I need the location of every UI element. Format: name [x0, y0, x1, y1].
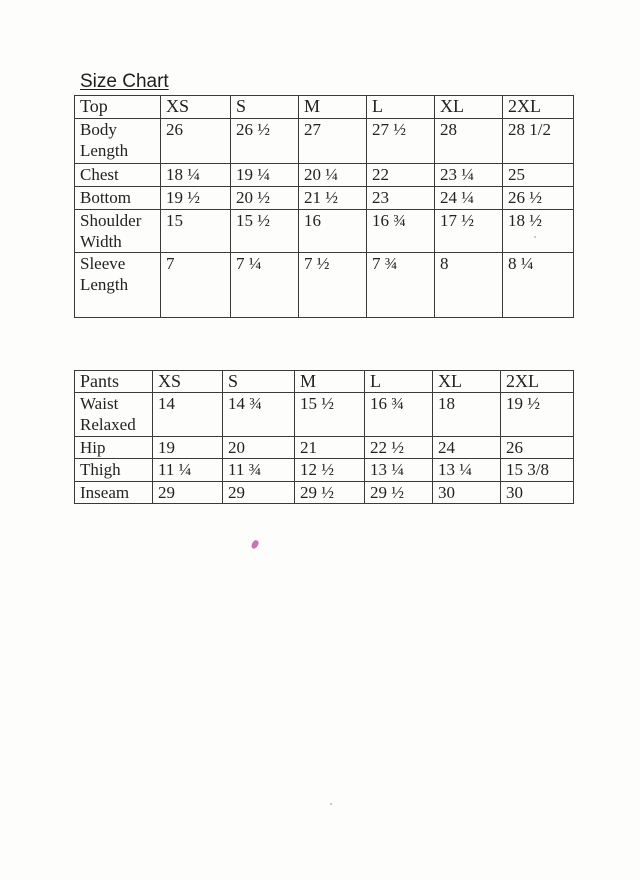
- row-label: [75, 437, 153, 459]
- top-header-cell: XS: [161, 96, 231, 119]
- top-size-table: [74, 95, 574, 318]
- table-cell: 16 ¾: [367, 210, 435, 253]
- top-row-bottom: [75, 187, 574, 210]
- table-cell: 29 ½: [295, 482, 365, 504]
- table-cell: 18 ½: [503, 210, 574, 253]
- ink-smudge: [250, 539, 259, 550]
- table-cell: 19 ½: [161, 187, 231, 210]
- table-cell: 28 1/2: [503, 119, 574, 164]
- pants-header-cell: XL: [433, 371, 501, 393]
- table-cell: 15: [161, 210, 231, 253]
- table-cell: 15 3/8: [501, 459, 574, 482]
- table-cell: 12 ½: [295, 459, 365, 482]
- table-cell: 26: [161, 119, 231, 164]
- row-label-line: Thigh: [80, 460, 121, 479]
- top-header-cell: S: [231, 96, 299, 119]
- top-header-row: [75, 96, 574, 119]
- table-cell: 7: [161, 253, 231, 318]
- row-label-line: Length: [80, 275, 129, 294]
- table-cell: 29: [153, 482, 223, 504]
- row-label: [75, 482, 153, 504]
- table-cell: 20: [223, 437, 295, 459]
- top-row-sleeve-length: [75, 253, 574, 318]
- pants-row-waist-relaxed: [75, 393, 574, 437]
- pants-row-inseam: [75, 482, 574, 504]
- table-cell: 13 ¼: [365, 459, 433, 482]
- row-label-line: Shoulder: [80, 211, 142, 230]
- table-cell: 18: [433, 393, 501, 437]
- pants-size-table: [74, 370, 574, 504]
- top-row-body-length: [75, 119, 574, 164]
- table-cell: 16 ¾: [365, 393, 433, 437]
- table-cell: 13 ¼: [433, 459, 501, 482]
- table-cell: 26 ½: [231, 119, 299, 164]
- table-cell: 19: [153, 437, 223, 459]
- table-cell: 11 ¾: [223, 459, 295, 482]
- table-cell: 24: [433, 437, 501, 459]
- row-label-line: Bottom: [80, 188, 132, 207]
- pants-row-hip: [75, 437, 574, 459]
- table-cell: 24 ¼: [435, 187, 503, 210]
- top-header-cell: Top: [75, 96, 161, 119]
- row-label-line: Chest: [80, 165, 119, 184]
- table-cell: 27: [299, 119, 367, 164]
- table-cell: 27 ½: [367, 119, 435, 164]
- top-header-cell: L: [367, 96, 435, 119]
- table-cell: 21: [295, 437, 365, 459]
- table-cell: 22: [367, 164, 435, 187]
- table-cell: 23 ¼: [435, 164, 503, 187]
- table-cell: 15 ½: [231, 210, 299, 253]
- pants-header-cell: XS: [153, 371, 223, 393]
- table-cell: 26 ½: [503, 187, 574, 210]
- table-cell: 30: [433, 482, 501, 504]
- pants-header-cell: M: [295, 371, 365, 393]
- top-header-cell: 2XL: [503, 96, 574, 119]
- scan-speck: [534, 236, 536, 238]
- pants-header-cell: S: [223, 371, 295, 393]
- top-header-cell: XL: [435, 96, 503, 119]
- row-label: [75, 210, 161, 253]
- table-cell: 25: [503, 164, 574, 187]
- table-cell: 7 ¾: [367, 253, 435, 318]
- row-label-line: Inseam: [80, 483, 130, 502]
- table-cell: 11 ¼: [153, 459, 223, 482]
- table-cell: 8: [435, 253, 503, 318]
- table-cell: 30: [501, 482, 574, 504]
- table-cell: 14: [153, 393, 223, 437]
- table-cell: 17 ½: [435, 210, 503, 253]
- table-cell: 7 ½: [299, 253, 367, 318]
- top-row-shoulder-width: [75, 210, 574, 253]
- pants-header-cell: L: [365, 371, 433, 393]
- table-cell: 14 ¾: [223, 393, 295, 437]
- pants-row-thigh: [75, 459, 574, 482]
- row-label: [75, 164, 161, 187]
- table-cell: 28: [435, 119, 503, 164]
- pants-header-row: [75, 371, 574, 393]
- table-cell: 18 ¼: [161, 164, 231, 187]
- table-cell: 22 ½: [365, 437, 433, 459]
- row-label-line: Sleeve: [80, 254, 126, 273]
- scan-speck: [330, 803, 332, 805]
- row-label: [75, 393, 153, 437]
- row-label: [75, 119, 161, 164]
- row-label-line: Relaxed: [80, 415, 136, 434]
- table-cell: 7 ¼: [231, 253, 299, 318]
- table-cell: 8 ¼: [503, 253, 574, 318]
- row-label-line: Waist: [80, 394, 119, 413]
- top-header-cell: M: [299, 96, 367, 119]
- table-cell: 15 ½: [295, 393, 365, 437]
- pants-header-cell: 2XL: [501, 371, 574, 393]
- table-cell: 16: [299, 210, 367, 253]
- row-label-line: Body: [80, 120, 117, 139]
- top-row-chest: [75, 164, 574, 187]
- row-label: [75, 253, 161, 318]
- table-cell: 21 ½: [299, 187, 367, 210]
- row-label: [75, 459, 153, 482]
- table-cell: 20 ¼: [299, 164, 367, 187]
- page-title: Size Chart: [80, 71, 169, 92]
- table-cell: 23: [367, 187, 435, 210]
- table-cell: 19 ½: [501, 393, 574, 437]
- row-label: [75, 187, 161, 210]
- row-label-line: Width: [80, 232, 122, 251]
- table-cell: 26: [501, 437, 574, 459]
- row-label-line: Length: [80, 141, 129, 160]
- row-label-line: Hip: [80, 438, 106, 457]
- table-cell: 20 ½: [231, 187, 299, 210]
- pants-header-cell: Pants: [75, 371, 153, 393]
- table-cell: 29: [223, 482, 295, 504]
- table-cell: 29 ½: [365, 482, 433, 504]
- table-cell: 19 ¼: [231, 164, 299, 187]
